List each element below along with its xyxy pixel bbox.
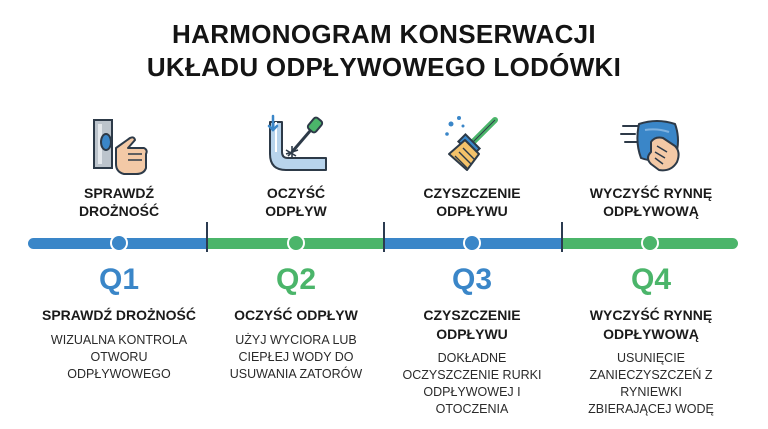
short-label-q3-line-1: CZYSZCZENIE bbox=[423, 185, 521, 201]
description-q3-line-4: OTOCZENIA bbox=[435, 402, 509, 416]
heading-q4-line-1: WYCZYŚĆ RYNNĘ bbox=[589, 307, 713, 323]
description-q3 bbox=[387, 350, 557, 418]
short-label-q4 bbox=[566, 184, 736, 220]
description-q4-line-2: ZANIECZYSZCZEŃ Z bbox=[589, 368, 713, 382]
heading-q4 bbox=[566, 306, 736, 344]
timeline-divider-1 bbox=[206, 222, 208, 252]
brush-in-drain-pipe-icon bbox=[262, 112, 332, 182]
quarter-label-q4: Q4 bbox=[630, 263, 672, 296]
heading-q4-line-2: ODPŁYWOWĄ bbox=[603, 326, 699, 342]
description-q3-line-3: ODPŁYWOWEJ I bbox=[423, 385, 521, 399]
short-label-q4-line-2: ODPŁYWOWĄ bbox=[603, 203, 699, 219]
quarter-label-q3: Q3 bbox=[451, 263, 493, 296]
description-q3-line-1: DOKŁADNE bbox=[437, 351, 507, 365]
heading-q1-line-1: SPRAWDŹ DROŻNOŚĆ bbox=[42, 307, 196, 323]
description-q2-line-2: CIEPŁEJ WODY DO bbox=[238, 350, 354, 364]
quarter-label-q2: Q2 bbox=[275, 263, 317, 296]
short-label-q1 bbox=[34, 184, 204, 220]
title-line-2: UKŁADU ODPŁYWOWEGO LODÓWKI bbox=[146, 52, 622, 82]
title-line-1: HARMONOGRAM KONSERWACJI bbox=[172, 19, 596, 49]
description-q1-line-1: WIZUALNA KONTROLA bbox=[50, 333, 188, 347]
description-q1-line-3: ODPŁYWOWEGO bbox=[67, 367, 171, 381]
short-label-q2-line-2: ODPŁYW bbox=[265, 203, 327, 219]
page-title bbox=[0, 18, 768, 84]
short-label-q4-line-1: WYCZYŚĆ RYNNĘ bbox=[589, 185, 713, 201]
short-label-q1-line-2: DROŻNOŚĆ bbox=[78, 203, 160, 219]
hand-wiping-cloth-icon bbox=[617, 112, 687, 182]
description-q1 bbox=[34, 332, 204, 383]
description-q4 bbox=[566, 350, 736, 418]
timeline-divider-3 bbox=[561, 222, 563, 252]
timeline-marker-q2 bbox=[287, 234, 305, 252]
short-label-q3-line-2: ODPŁYWU bbox=[436, 203, 508, 219]
quarter-label-q1: Q1 bbox=[98, 263, 140, 296]
description-q2 bbox=[211, 332, 381, 383]
heading-q2 bbox=[211, 306, 381, 325]
short-label-q2-line-1: OCZYŚĆ bbox=[266, 185, 326, 201]
description-q4-line-1: USUNIĘCIE bbox=[616, 351, 686, 365]
description-q4-line-3: RYNIEWKI bbox=[620, 385, 682, 399]
heading-q3 bbox=[387, 306, 557, 344]
description-q3-line-2: OCZYSZCZENIE RURKI bbox=[402, 368, 542, 382]
description-q1-line-2: OTWORU bbox=[90, 350, 148, 364]
timeline-divider-2 bbox=[383, 222, 385, 252]
timeline-marker-q3 bbox=[463, 234, 481, 252]
timeline-marker-q4 bbox=[641, 234, 659, 252]
short-label-q1-line-1: SPRAWDŹ bbox=[84, 185, 154, 201]
short-label-q2 bbox=[211, 184, 381, 220]
heading-q3-line-2: ODPŁYWU bbox=[436, 326, 508, 342]
scrub-brush-icon bbox=[437, 110, 507, 180]
heading-q3-line-1: CZYSZCZENIE bbox=[423, 307, 521, 323]
timeline-marker-q1 bbox=[110, 234, 128, 252]
short-label-q3 bbox=[387, 184, 557, 220]
heading-q2-line-1: OCZYŚĆ ODPŁYW bbox=[234, 307, 358, 323]
description-q4-line-4: ZBIERAJĄCEJ WODĘ bbox=[588, 402, 714, 416]
description-q2-line-1: UŻYJ WYCIORA LUB bbox=[235, 333, 357, 347]
finger-pressing-drain-hole-icon bbox=[86, 112, 156, 182]
description-q2-line-3: USUWANIA ZATORÓW bbox=[229, 367, 363, 381]
heading-q1 bbox=[34, 306, 204, 325]
